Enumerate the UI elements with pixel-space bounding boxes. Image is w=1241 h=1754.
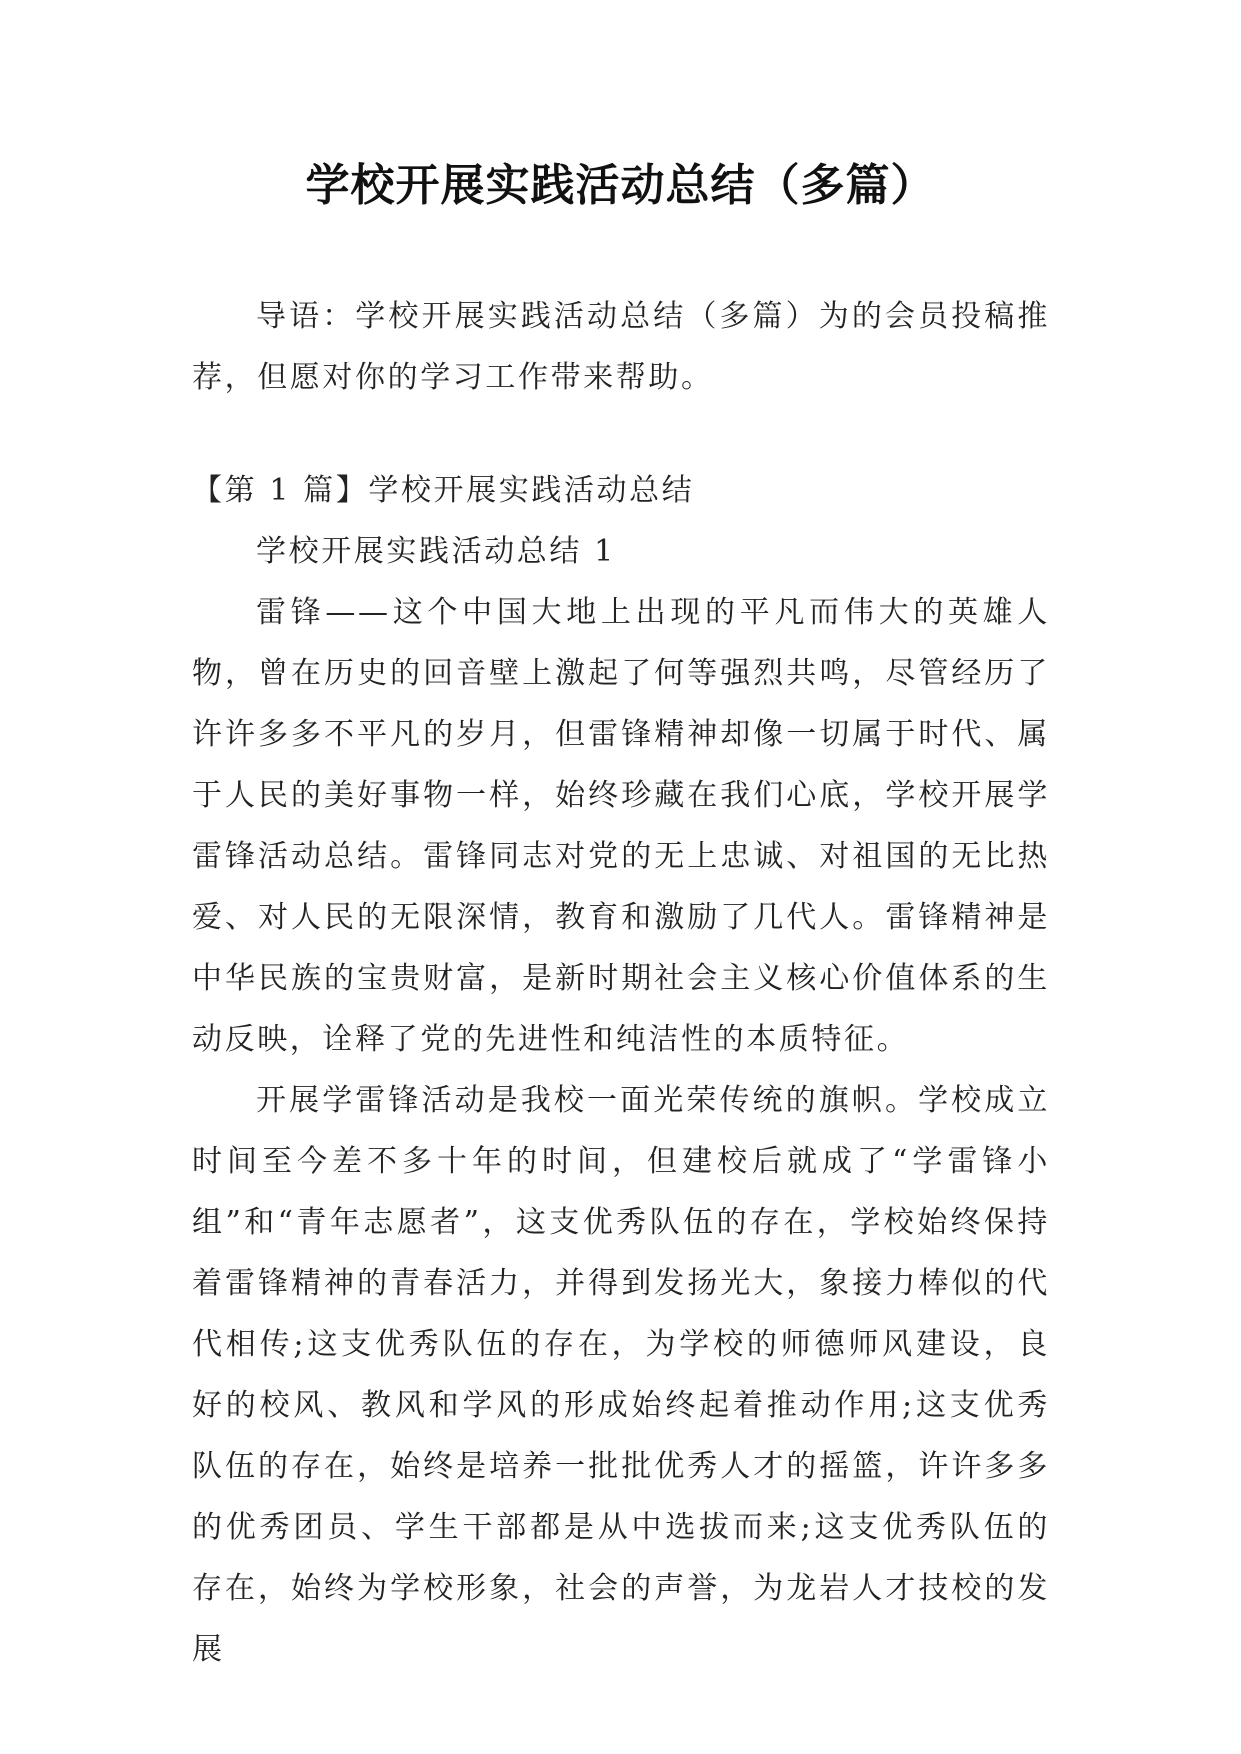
document-title: 学校开展实践活动总结（多篇） — [305, 160, 936, 211]
section-body — [192, 521, 1050, 1680]
body-paragraph: 雷锋——这个中国大地上出现的平凡而伟大的英雄人物，曾在历史的回音壁上激起了何等强烈共鸣，尽管经历了许许多多不平凡的岁月，但雷锋精神却像一切属于时代、属于人民的美好事物一样，始终珍藏在我们心底，学校开展学雷锋活动总结。雷锋同志对党的无上忠诚、对祖国的无比热爱、对人民的无限深情，教育和激励了几代人。雷锋精神是中华民族的宝贵财富，是新时期社会主义核心价值体系的生动反映，诠释了党的先进性和纯洁性的本质特征。 — [192, 595, 1050, 1057]
subsection-title: 学校开展实践活动总结 1 — [256, 534, 616, 569]
section-heading: 【第 1 篇】学校开展实践活动总结 — [192, 473, 695, 508]
body-paragraph: 开展学雷锋活动是我校一面光荣传统的旗帜。学校成立时间至今差不多十年的时间，但建校后就成了“学雷锋小组”和“青年志愿者”，这支优秀队伍的存在，学校始终保持着雷锋精神的青春活力，并得到发扬光大，象接力棒似的代代相传;这支优秀队伍的存在，为学校的师德师风建设，良好的校风、教风和学风的形成始终起着推动作用;这支优秀队伍的存在，始终是培养一批批优秀人才的摇篮，许许多多的优秀团员、学生干部都是从中选拔而来;这支优秀队伍的存在，始终为学校形象，社会的声誉，为龙岩人才技校的发展 — [192, 1083, 1050, 1667]
intro-paragraph: 导语：学校开展实践活动总结（多篇）为的会员投稿推荐，但愿对你的学习工作带来帮助。 — [192, 299, 1050, 395]
